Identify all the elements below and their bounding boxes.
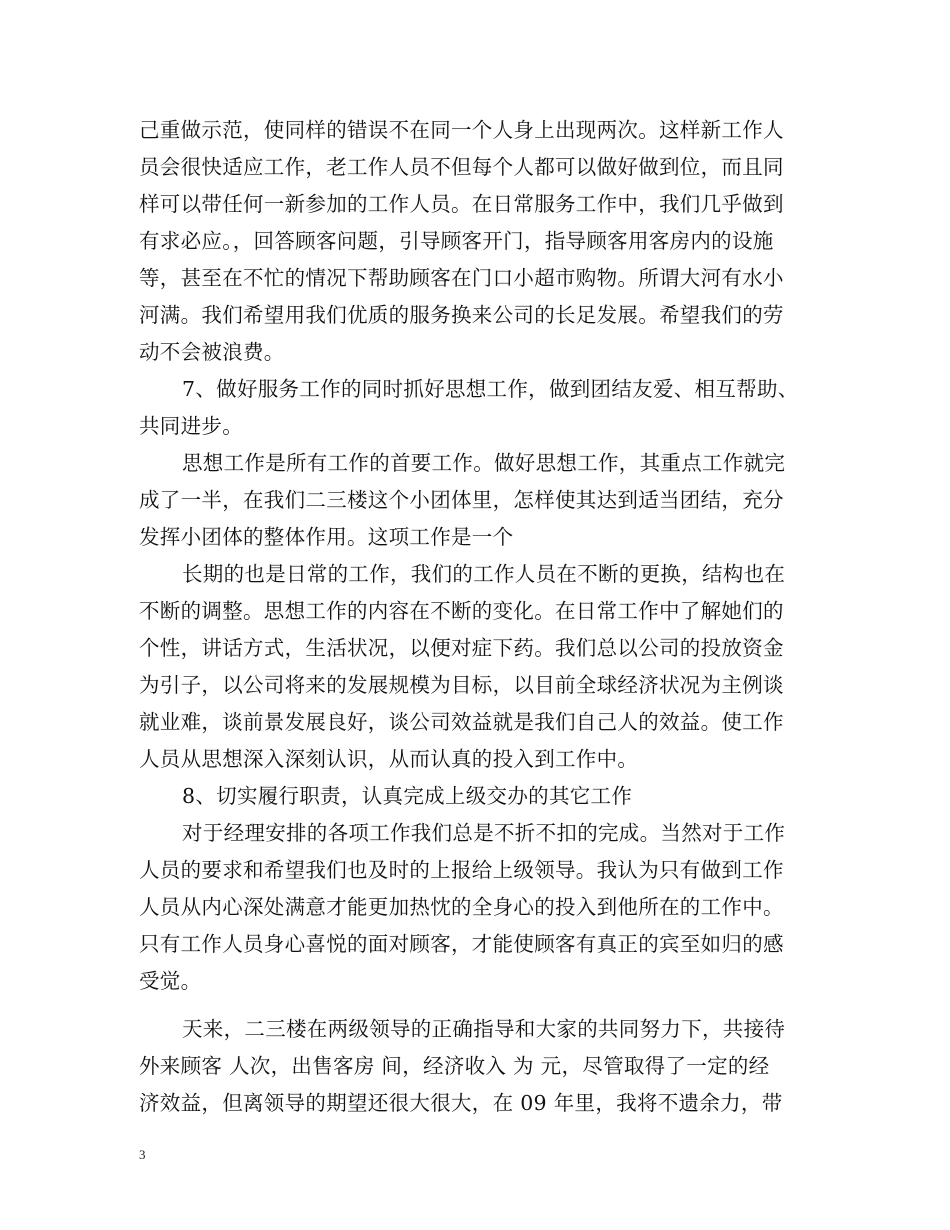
paragraph-start-line: 对于经理安排的各项工作我们总是不折不扣的完成。当然对于工作 — [182, 821, 786, 845]
body-text-line: 动不会被浪费。 — [139, 340, 285, 364]
body-text-line: 人员从内心深处满意才能更加热忱的全身心的投入到他所在的工作中。 — [139, 895, 784, 919]
body-text-line: 济效益，但离领导的期望还很大很大，在 09 年里，我将不遗余力，带 — [139, 1091, 783, 1115]
paragraph-start-line: 天来，二三楼在两级领导的正确指导和大家的共同努力下，共接待 — [182, 1017, 786, 1041]
body-text-line: 成了一半，在我们二三楼这个小团体里，怎样使其达到适当团结，充分 — [139, 488, 784, 512]
body-text-line: 就业难，谈前景发展良好，谈公司效益就是我们自己人的效益。使工作 — [139, 710, 784, 734]
body-text-line: 为引子，以公司将来的发展规模为目标，以目前全球经济状况为主例谈 — [139, 673, 784, 697]
paragraph-start-line: 长期的也是日常的工作，我们的工作人员在不断的更换，结构也在 — [182, 562, 786, 586]
body-text-line: 不断的调整。思想工作的内容在不断的变化。在日常工作中了解她们的 — [139, 599, 784, 623]
body-text-line: 河满。我们希望用我们优质的服务换来公司的长足发展。希望我们的劳 — [139, 303, 784, 327]
section-heading-8: 8、切实履行职责，认真完成上级交办的其它工作 — [182, 784, 633, 808]
body-text-line: 只有工作人员身心喜悦的面对顾客，才能使顾客有真正的宾至如归的感 — [139, 932, 784, 956]
body-text-line: 个性，讲话方式，生活状况，以便对症下药。我们总以公司的投放资金 — [139, 636, 784, 660]
body-text-line: 人员从思想深入深刻认识，从而认真的投入到工作中。 — [139, 747, 639, 771]
body-text-line: 有求必应。，回答顾客问题，引导顾客开门，指导顾客用客房内的设施 — [139, 229, 774, 253]
body-text-line: 样可以带任何一新参加的工作人员。在日常服务工作中，我们几乎做到 — [139, 192, 784, 216]
body-text-line: 发挥小团体的整体作用。这项工作是一个 — [139, 525, 514, 549]
section-heading-7: 7、做好服务工作的同时抓好思想工作，做到团结友爱、相互帮助、 — [182, 377, 799, 401]
page-number: 3 — [139, 1147, 146, 1162]
body-text-line: 等，甚至在不忙的情况下帮助顾客在门口小超市购物。所谓大河有水小 — [139, 266, 784, 290]
body-text-line: 外来顾客 人次，出售客房 间，经济收入 为 元，尽管取得了一定的经 — [139, 1054, 770, 1078]
body-text-line: 受觉。 — [139, 969, 202, 993]
paragraph-start-line: 思想工作是所有工作的首要工作。做好思想工作，其重点工作就完 — [182, 451, 786, 475]
body-text-line: 员会很快适应工作，老工作人员不但每个人都可以做好做到位，而且同 — [139, 155, 784, 179]
body-text-line: 共同进步。 — [139, 414, 243, 438]
body-text-line: 己重做示范，使同样的错误不在同一个人身上出现两次。这样新工作人 — [139, 118, 784, 142]
body-text-line: 人员的要求和希望我们也及时的上报给上级领导。我认为只有做到工作 — [139, 858, 784, 882]
